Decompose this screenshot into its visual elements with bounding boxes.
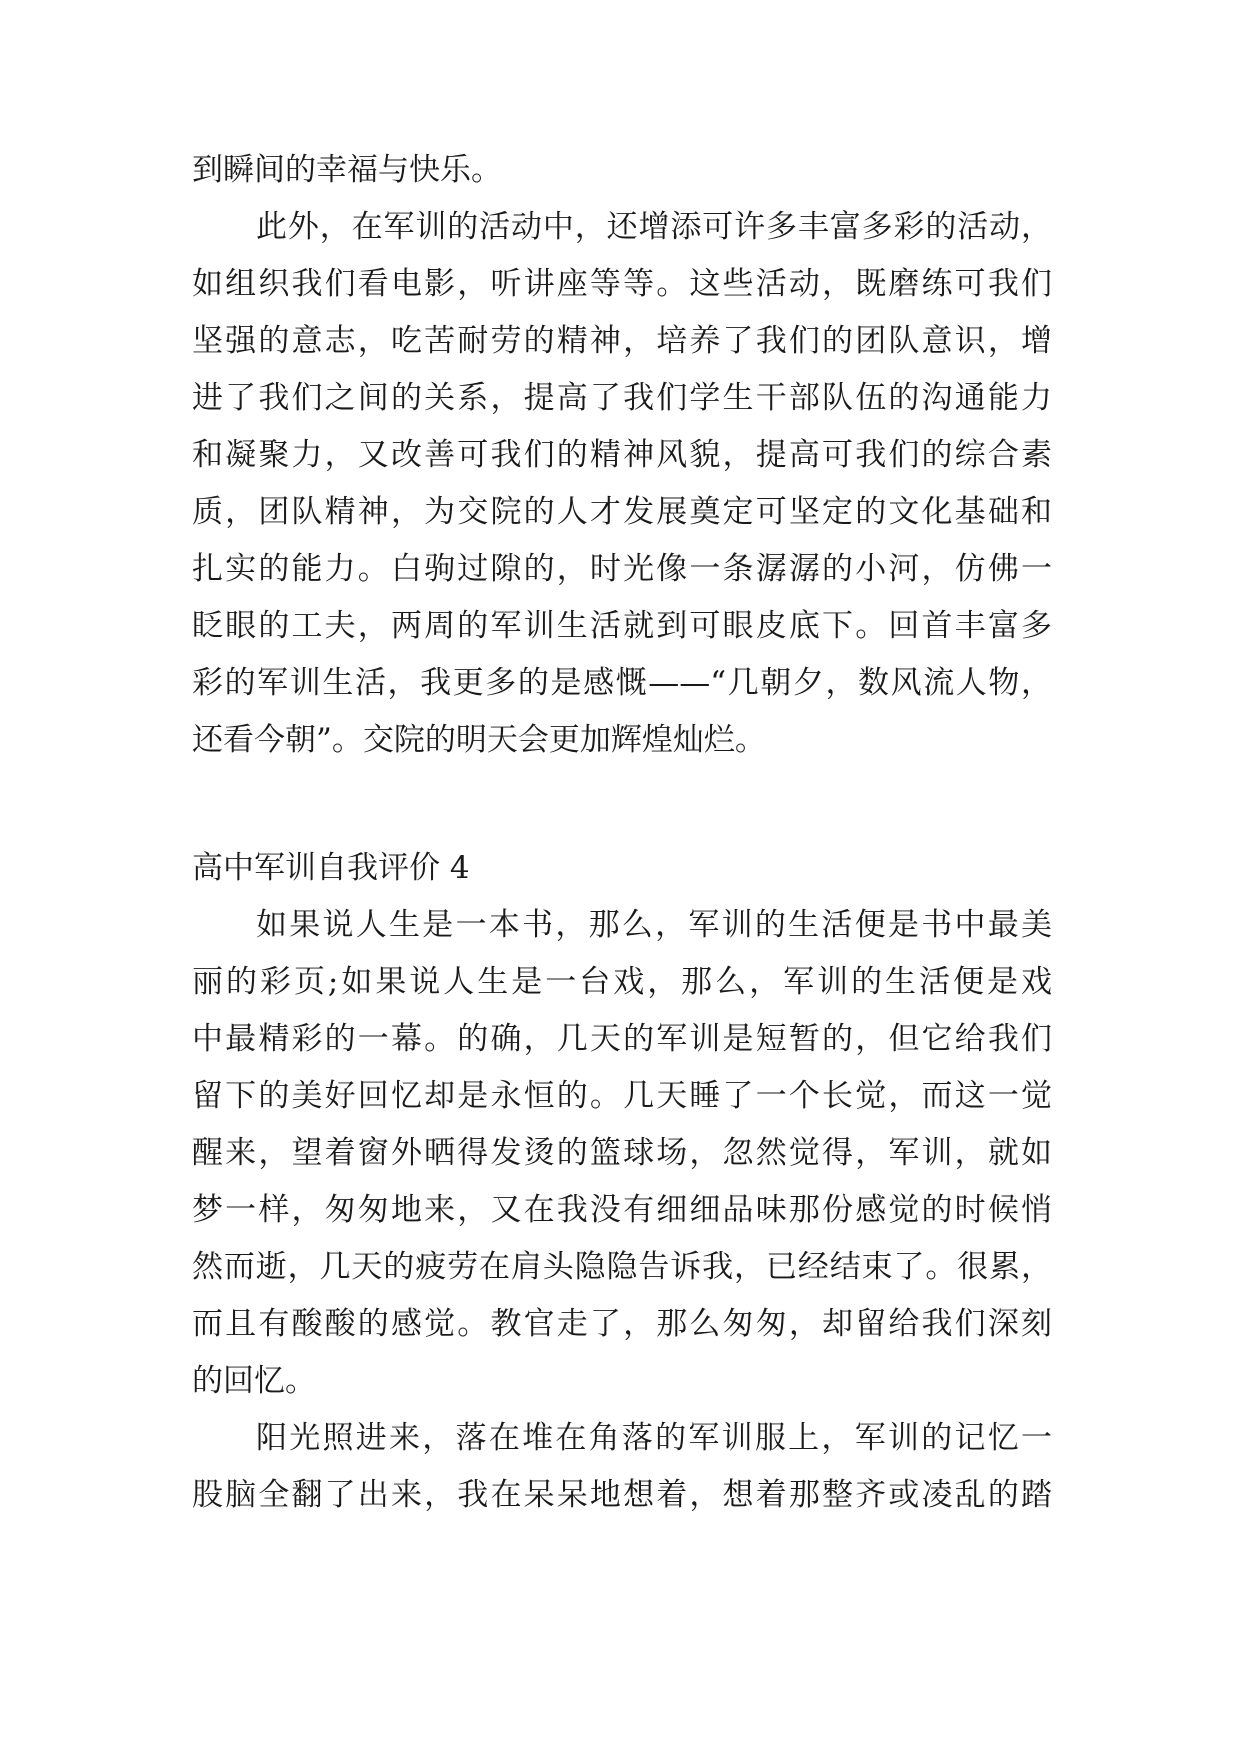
paragraph-line: 醒来，望着窗外晒得发烫的篮球场，忽然觉得，军训，就如 xyxy=(192,1135,1052,1171)
paragraph-line: 股脑全翻了出来，我在呆呆地想着，想着那整齐或凌乱的踏 xyxy=(192,1477,1052,1513)
paragraph-line: 此外，在军训的活动中，还增添可许多丰富多彩的活动， xyxy=(256,209,1052,245)
paragraph-line: 眨眼的工夫，两周的军训生活就到可眼皮底下。回首丰富多 xyxy=(192,608,1052,644)
paragraph-line: 而且有酸酸的感觉。教官走了，那么匆匆，却留给我们深刻 xyxy=(192,1306,1052,1342)
paragraph-line: 和凝聚力，又改善可我们的精神风貌，提高可我们的综合素 xyxy=(192,437,1052,473)
section-heading: 高中军训自我评价 4 xyxy=(192,850,470,886)
paragraph-line: 如果说人生是一本书，那么，军训的生活便是书中最美 xyxy=(256,907,1052,943)
paragraph-line: 进了我们之间的关系，提高了我们学生干部队伍的沟通能力 xyxy=(192,380,1052,416)
paragraph-line: 还看今朝”。交院的明天会更加辉煌灿烂。 xyxy=(192,722,766,758)
paragraph-line: 如组织我们看电影，听讲座等等。这些活动，既磨练可我们 xyxy=(192,266,1052,302)
paragraph-line: 然而逝，几天的疲劳在肩头隐隐告诉我，已经结束了。很累， xyxy=(192,1249,1052,1285)
paragraph-line: 扎实的能力。白驹过隙的，时光像一条潺潺的小河，仿佛一 xyxy=(192,551,1052,587)
paragraph-line: 中最精彩的一幕。的确，几天的军训是短暂的，但它给我们 xyxy=(192,1021,1052,1057)
paragraph-line: 坚强的意志，吃苦耐劳的精神，培养了我们的团队意识，增 xyxy=(192,323,1052,359)
paragraph-line: 留下的美好回忆却是永恒的。几天睡了一个长觉，而这一觉 xyxy=(192,1078,1052,1114)
paragraph-line: 质，团队精神，为交院的人才发展奠定可坚定的文化基础和 xyxy=(192,494,1052,530)
paragraph-line: 梦一样，匆匆地来，又在我没有细细品味那份感觉的时候悄 xyxy=(192,1192,1052,1228)
paragraph-line: 阳光照进来，落在堆在角落的军训服上，军训的记忆一 xyxy=(256,1420,1052,1456)
paragraph-line: 丽的彩页;如果说人生是一台戏，那么，军训的生活便是戏 xyxy=(192,964,1052,1000)
paragraph-line: 彩的军训生活，我更多的是感慨——“几朝夕，数风流人物， xyxy=(192,665,1052,701)
paragraph-line: 到瞬间的幸福与快乐。 xyxy=(192,152,502,188)
paragraph-line: 的回忆。 xyxy=(192,1363,316,1399)
